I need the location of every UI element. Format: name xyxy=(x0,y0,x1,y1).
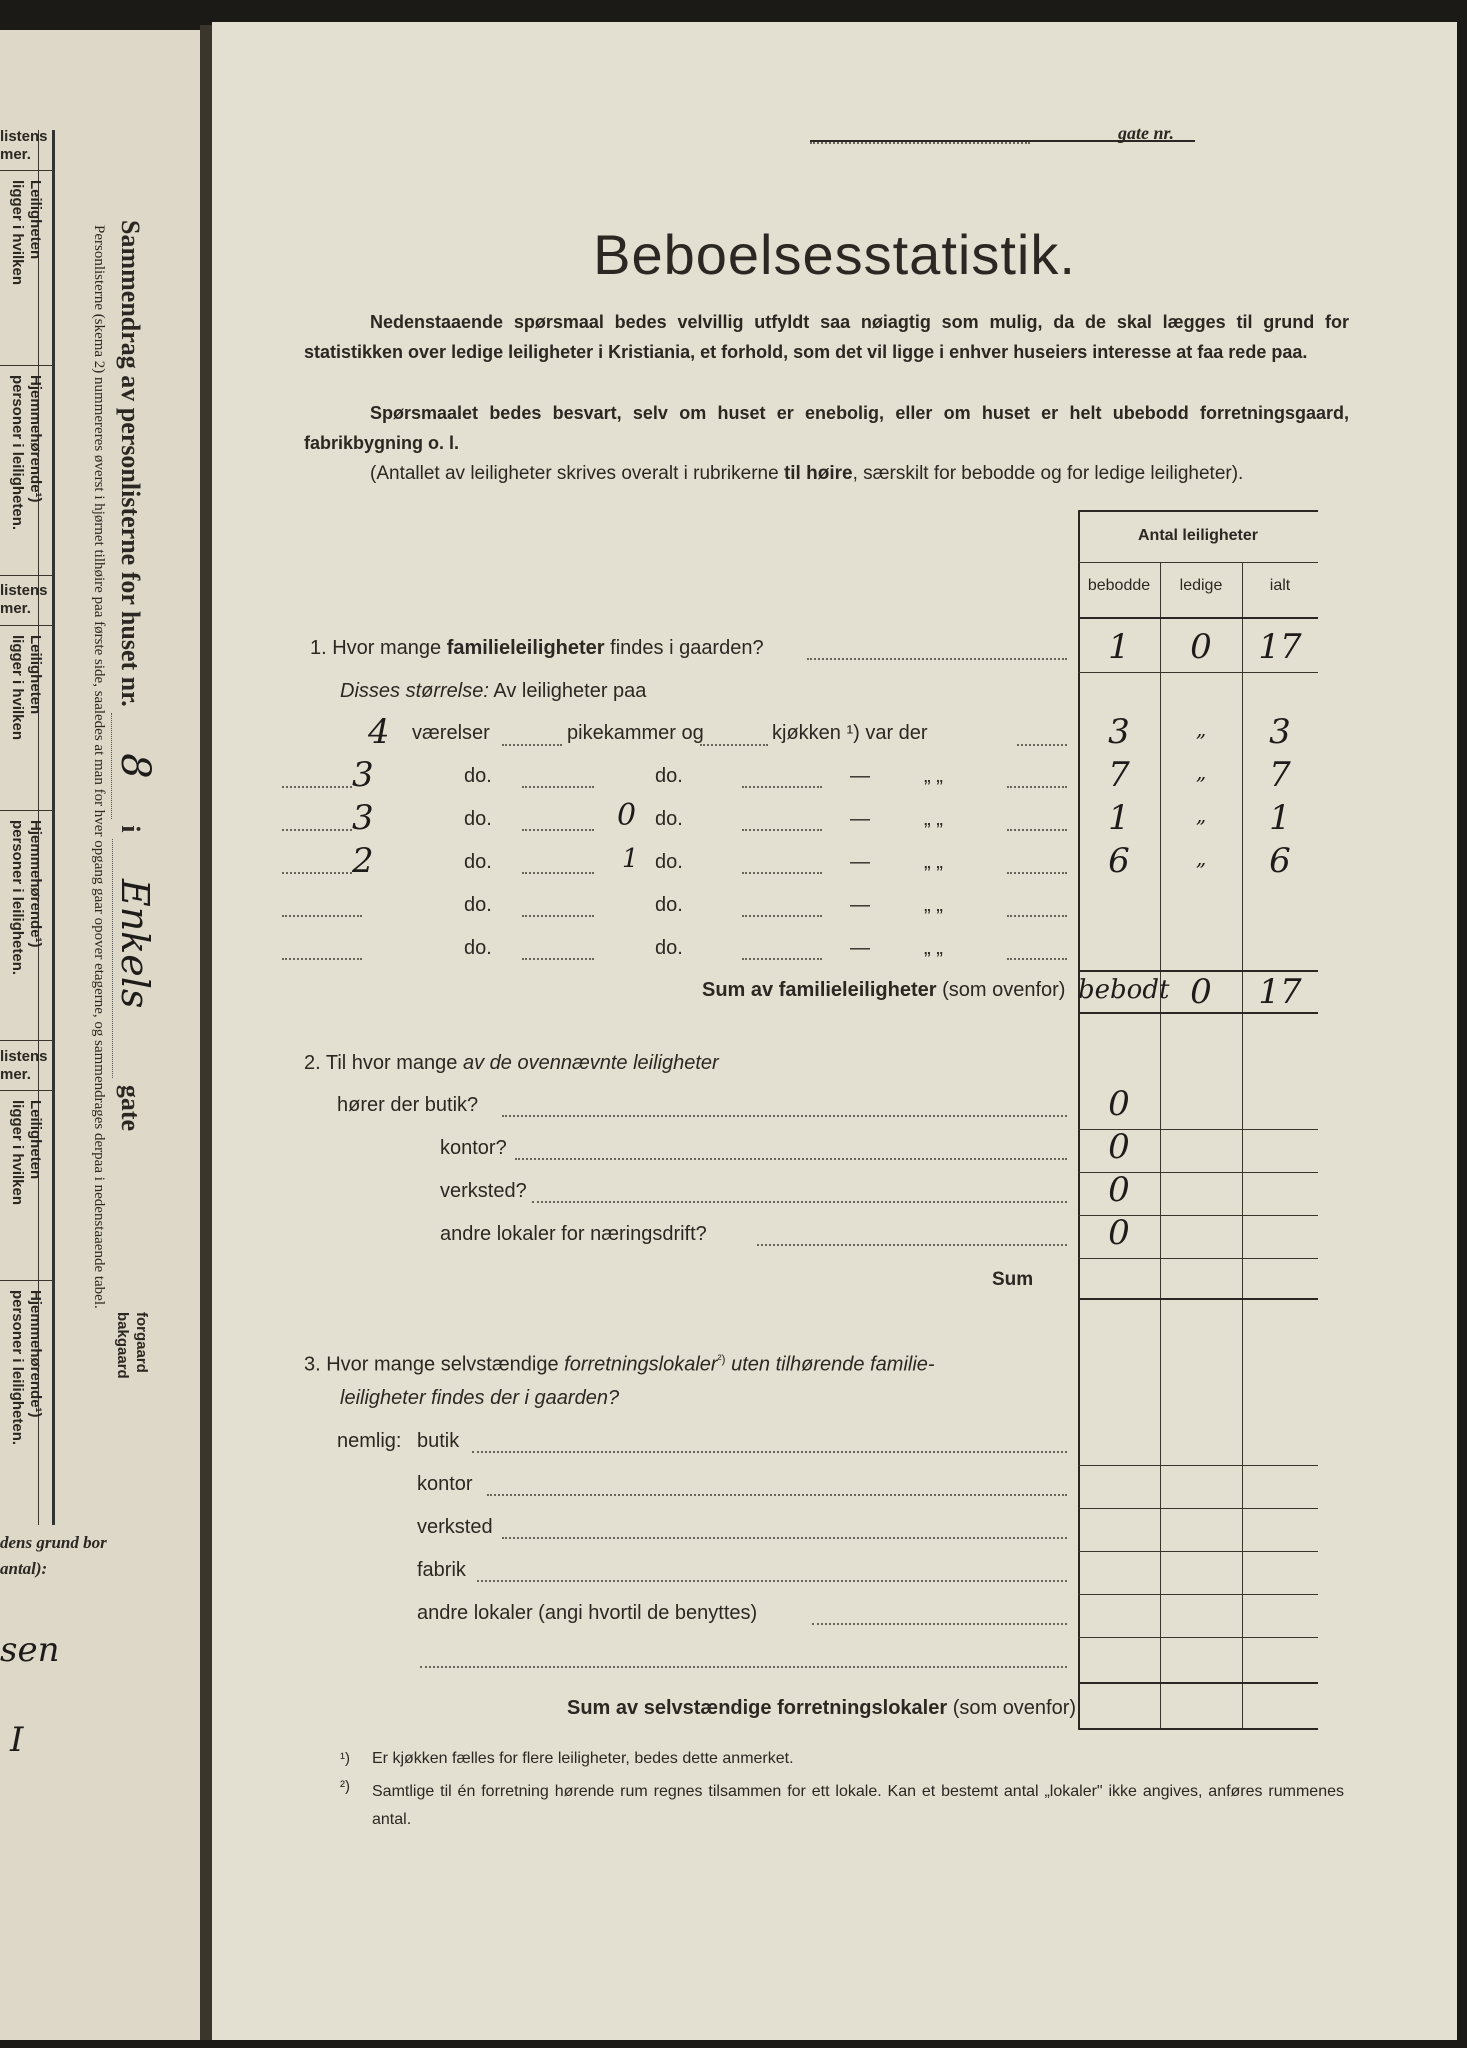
book-spine xyxy=(200,25,212,2040)
intro-p3-a: (Antallet av leiligheter skrives overalt i rubrikerne xyxy=(370,463,779,484)
row-dots xyxy=(1007,872,1067,874)
rooms-dots xyxy=(282,786,352,788)
quote-marks: „ „ xyxy=(924,765,943,787)
q3-item-fabrik: fabrik xyxy=(417,1559,466,1581)
col-ledige: ledige xyxy=(1179,577,1223,594)
table-title: Antal leiligheter xyxy=(1137,527,1259,544)
left-col-header-3: Hjemmehørende¹) personer i leiligheten. xyxy=(9,375,44,531)
pike-dots xyxy=(522,958,594,960)
left-rule xyxy=(0,625,52,626)
q3-rule xyxy=(1078,1508,1318,1509)
left-rule xyxy=(0,1090,52,1091)
col-bebodde: bebodde xyxy=(1087,577,1151,594)
rooms-dots xyxy=(282,915,362,917)
do-label: do. xyxy=(655,894,683,916)
q1-sizes-label xyxy=(340,680,646,703)
q1-ialt[interactable]: 17 xyxy=(1258,627,1302,667)
q2-italic: av de ovennævnte leiligheter xyxy=(462,1052,719,1074)
q3-rule xyxy=(1078,1465,1318,1466)
q3-sum-tail: (som ovenfor) xyxy=(952,1697,1077,1719)
intro-p3-bold: til høire xyxy=(783,463,853,484)
summary-note: Personlisterne (skema 2) nummereres øverst i hjørnet tilhøire paa første side, saaledes at man for hver opgang gaar opover etagerne, og sammendrages derpaa i nedenstaaende tabel. xyxy=(91,225,107,1309)
size-rooms[interactable]: 4 xyxy=(368,712,390,752)
footnote-2-mark: ²) xyxy=(340,1778,350,1795)
left-rule xyxy=(0,1280,52,1281)
q1-sum-tail: (som ovenfor) xyxy=(942,979,1066,1001)
footnote-2: Samtlige til én forretning hørende rum regnes tilsammen for ett lokale. Kan et bestemt antal „lokaler" ikke angives, anføres rummenes antal. xyxy=(372,1783,1344,1828)
left-rule xyxy=(0,575,52,576)
size-ledige[interactable]: „ xyxy=(1195,760,1207,784)
kjokken-dots xyxy=(742,958,822,960)
q2-butik-answer[interactable]: 0 xyxy=(1108,1084,1130,1124)
pike-dots xyxy=(522,829,594,831)
q3-sum-label xyxy=(567,1697,1076,1720)
row-dots xyxy=(1007,958,1067,960)
bakgaard-text: bakgaard xyxy=(114,1312,131,1379)
q3-blank-line xyxy=(420,1666,1067,1668)
q3-sum-top-rule xyxy=(1078,1682,1318,1684)
q2-item-kontor: kontor? xyxy=(440,1137,507,1159)
size-rooms[interactable]: 3 xyxy=(352,755,374,795)
do-label: do. xyxy=(464,894,492,916)
q3-item-verksted: verksted xyxy=(417,1516,493,1538)
kjokken-dots xyxy=(700,744,768,746)
q1-sum-bebodde[interactable]: bebodt xyxy=(1078,975,1170,1005)
q3-item-butik: butik xyxy=(417,1430,460,1452)
summary-title xyxy=(112,220,158,1131)
sizes-label-italic: Disses størrelse: xyxy=(340,680,489,702)
dash: — xyxy=(850,851,870,873)
kjokken-dots xyxy=(742,786,822,788)
quote-marks: „ „ xyxy=(924,937,943,959)
left-col-header-2: Leiligheten ligger i hvilken xyxy=(9,635,44,741)
intro-paragraph-1: Nedenstaaende spørsmaal bedes velvillig utfyldt saa nøiagtig som mulig, da de skal lægges til grund for statistikken over ledige leiligheter i Kristiania, et forhold, som det vil ligge i enhver huseiers interesse at faa rede paa. xyxy=(304,312,1349,362)
pike-dots xyxy=(522,786,594,788)
do-label: do. xyxy=(464,851,492,873)
quote-marks: „ „ xyxy=(924,851,943,873)
q2-number: 2. Til hvor mange xyxy=(304,1052,458,1074)
size-ialt[interactable]: 7 xyxy=(1269,755,1291,795)
left-col-header-3: Hjemmehørende¹) personer i leiligheten. xyxy=(9,820,44,976)
street-name: Enkels xyxy=(112,839,157,1078)
vaerelser-label: værelser xyxy=(412,722,490,744)
intro-p3-c: , særskilt for bebodde og for ledige leiligheter). xyxy=(852,463,1244,484)
rooms-dots xyxy=(282,829,352,831)
table-top-rule xyxy=(1078,510,1318,512)
do-label: do. xyxy=(655,851,683,873)
pikekammer-label: pikekammer og xyxy=(567,722,704,744)
left-page xyxy=(0,30,205,2040)
left-rule xyxy=(0,365,52,366)
q2-verksted-answer[interactable]: 0 xyxy=(1108,1170,1130,1210)
size-ialt[interactable]: 6 xyxy=(1269,841,1291,881)
intro-paragraph-3 xyxy=(304,459,1349,489)
do-label: do. xyxy=(464,765,492,787)
q1-number: 1. Hvor mange xyxy=(310,637,442,659)
size-pike[interactable]: 0 xyxy=(617,798,637,833)
summary-title-text: Sammendrag av personlisterne for huset nr. xyxy=(116,220,145,707)
do-label: do. xyxy=(655,765,683,787)
q3-italic: forretningslokaler xyxy=(564,1353,718,1376)
left-bottom-text: dens grund bor antal): xyxy=(0,1533,107,1578)
left-table-border xyxy=(52,130,55,1525)
size-rooms[interactable]: 2 xyxy=(352,841,374,881)
q2-label xyxy=(304,1052,719,1075)
q3-number: 3. Hvor mange selvstændige xyxy=(304,1353,559,1376)
footnote-1-mark: ¹) xyxy=(340,1750,350,1767)
kjokken-label: kjøkken ¹) var der xyxy=(772,722,928,744)
rooms-dots xyxy=(282,872,352,874)
left-col-header: listens mer. xyxy=(0,128,48,163)
q3-dots xyxy=(812,1623,1067,1625)
q3-rule xyxy=(1078,1594,1318,1595)
q1-bold: familieleiligheter xyxy=(446,637,605,659)
row-dots xyxy=(1007,786,1067,788)
do-label: do. xyxy=(464,808,492,830)
kjokken-dots xyxy=(742,829,822,831)
q3-italic-2: uten tilhørende familie- xyxy=(731,1353,935,1376)
q2-andre-answer[interactable]: 0 xyxy=(1108,1213,1130,1253)
do-label: do. xyxy=(655,937,683,959)
q3-line2-italic: leiligheter findes der i gaarden? xyxy=(340,1387,620,1409)
page-title: Beboelsesstatistik. xyxy=(593,223,1076,286)
left-handwriting-1: sen xyxy=(0,1630,60,1670)
quote-marks: „ „ xyxy=(924,808,943,830)
q1-sum-label xyxy=(702,979,1065,1002)
q2-rule xyxy=(1078,1258,1318,1259)
q1-tail: findes i gaarden? xyxy=(610,637,764,659)
left-rule xyxy=(0,810,52,811)
pike-dots xyxy=(522,915,594,917)
q1-sum-ledige[interactable]: 0 xyxy=(1190,972,1212,1012)
q1-sum-ialt[interactable]: 17 xyxy=(1258,972,1302,1012)
size-ialt[interactable]: 1 xyxy=(1269,798,1291,838)
q1-dots xyxy=(807,658,1067,660)
q3-dots xyxy=(477,1580,1067,1582)
table-header-rule xyxy=(1078,562,1318,563)
size-ialt[interactable]: 3 xyxy=(1269,712,1291,752)
q3-sum-bold: Sum av selvstændige forretningslokaler xyxy=(567,1697,948,1719)
q3-label xyxy=(304,1352,935,1377)
dash: — xyxy=(850,937,870,959)
size-bebodde[interactable]: 6 xyxy=(1108,841,1130,881)
q1-bebodde[interactable]: 1 xyxy=(1108,627,1130,667)
q2-dots xyxy=(502,1115,1067,1117)
q3-sup: ²) xyxy=(717,1352,726,1366)
pike-dots xyxy=(502,744,562,746)
do-label: do. xyxy=(655,808,683,830)
size-ledige[interactable]: „ xyxy=(1195,717,1207,741)
row-dots xyxy=(1017,744,1067,746)
table-header-bottom xyxy=(1078,617,1318,619)
quote-marks: „ „ xyxy=(924,894,943,916)
rooms-dots xyxy=(282,958,362,960)
q1-sum-bold: Sum av familieleiligheter xyxy=(702,979,937,1001)
left-col-header: listens mer. xyxy=(0,582,48,617)
q3-dots xyxy=(502,1537,1067,1539)
forgaard-label xyxy=(132,1312,150,1373)
q2-item-verksted: verksted? xyxy=(440,1180,527,1202)
left-rule xyxy=(0,1040,52,1041)
col-ialt: ialt xyxy=(1269,577,1291,594)
left-handwriting-2: I xyxy=(10,1720,24,1760)
kjokken-dots xyxy=(742,872,822,874)
size-ledige[interactable]: „ xyxy=(1195,803,1207,827)
gate-nr-label: gate nr. xyxy=(1118,123,1175,143)
size-bebodde[interactable]: 3 xyxy=(1108,712,1130,752)
summary-title-mid: i xyxy=(116,825,145,833)
q2-item-butik: hører der butik? xyxy=(337,1094,479,1116)
q2-sum-label: Sum xyxy=(992,1269,1034,1290)
dash: — xyxy=(850,808,870,830)
q2-dots xyxy=(515,1158,1067,1160)
q3-item-andre: andre lokaler (angi hvortil de benyttes) xyxy=(417,1602,758,1624)
size-pike[interactable]: 1 xyxy=(622,844,639,874)
q1-rule xyxy=(1078,672,1318,673)
q1-ledige[interactable]: 0 xyxy=(1190,627,1212,667)
size-bebodde[interactable]: 1 xyxy=(1108,798,1130,838)
q2-sum-rule xyxy=(1078,1298,1318,1300)
row-dots xyxy=(1007,829,1067,831)
do-label: do. xyxy=(464,937,492,959)
form-page xyxy=(212,22,1457,2040)
left-col-header-2: Leiligheten ligger i hvilken xyxy=(9,1100,44,1206)
q2-kontor-answer[interactable]: 0 xyxy=(1108,1127,1130,1167)
row-dots xyxy=(1007,915,1067,917)
q3-sum-bottom-rule xyxy=(1078,1728,1318,1730)
q3-dots xyxy=(472,1451,1067,1453)
size-ledige[interactable]: „ xyxy=(1195,846,1207,870)
left-col-header-2: Leiligheten ligger i hvilken xyxy=(9,180,44,286)
bakgaard-label xyxy=(113,1312,131,1379)
left-col-header: listens mer. xyxy=(0,1048,48,1083)
q3-rule xyxy=(1078,1551,1318,1552)
sizes-label-text: Av leiligheter paa xyxy=(493,680,647,702)
q2-dots xyxy=(532,1201,1067,1203)
summary-title-suffix: gate xyxy=(116,1084,145,1132)
kjokken-dots xyxy=(742,915,822,917)
dash: — xyxy=(850,894,870,916)
q3-item-kontor: kontor xyxy=(417,1473,473,1495)
forgaard-text: forgaard xyxy=(133,1312,150,1373)
house-number: 8 xyxy=(111,713,158,818)
left-col-header-3: Hjemmehørende¹) personer i leiligheten. xyxy=(9,1290,44,1446)
q3-line2 xyxy=(340,1387,619,1410)
q3-dots xyxy=(487,1494,1067,1496)
q2-dots xyxy=(757,1244,1067,1246)
pike-dots xyxy=(522,872,594,874)
q3-rule xyxy=(1078,1637,1318,1638)
size-bebodde[interactable]: 7 xyxy=(1108,755,1130,795)
q2-item-andre: andre lokaler for næringsdrift? xyxy=(440,1223,707,1245)
footnote-1: Er kjøkken fælles for flere leiligheter, bedes dette anmerket. xyxy=(372,1750,794,1767)
left-rule xyxy=(0,170,52,171)
q1-label xyxy=(310,637,764,660)
intro-paragraph-2: Spørsmaalet bedes besvart, selv om huset er enebolig, eller om huset er helt ubebodd forretningsgaard, fabrikbygning o. l. xyxy=(304,403,1349,453)
q3-nemlig: nemlig: xyxy=(337,1430,402,1452)
q1-sum-bottom-rule xyxy=(1078,1012,1318,1014)
size-rooms[interactable]: 3 xyxy=(352,798,374,838)
gate-nr-dots xyxy=(810,142,1030,144)
dash: — xyxy=(850,765,870,787)
